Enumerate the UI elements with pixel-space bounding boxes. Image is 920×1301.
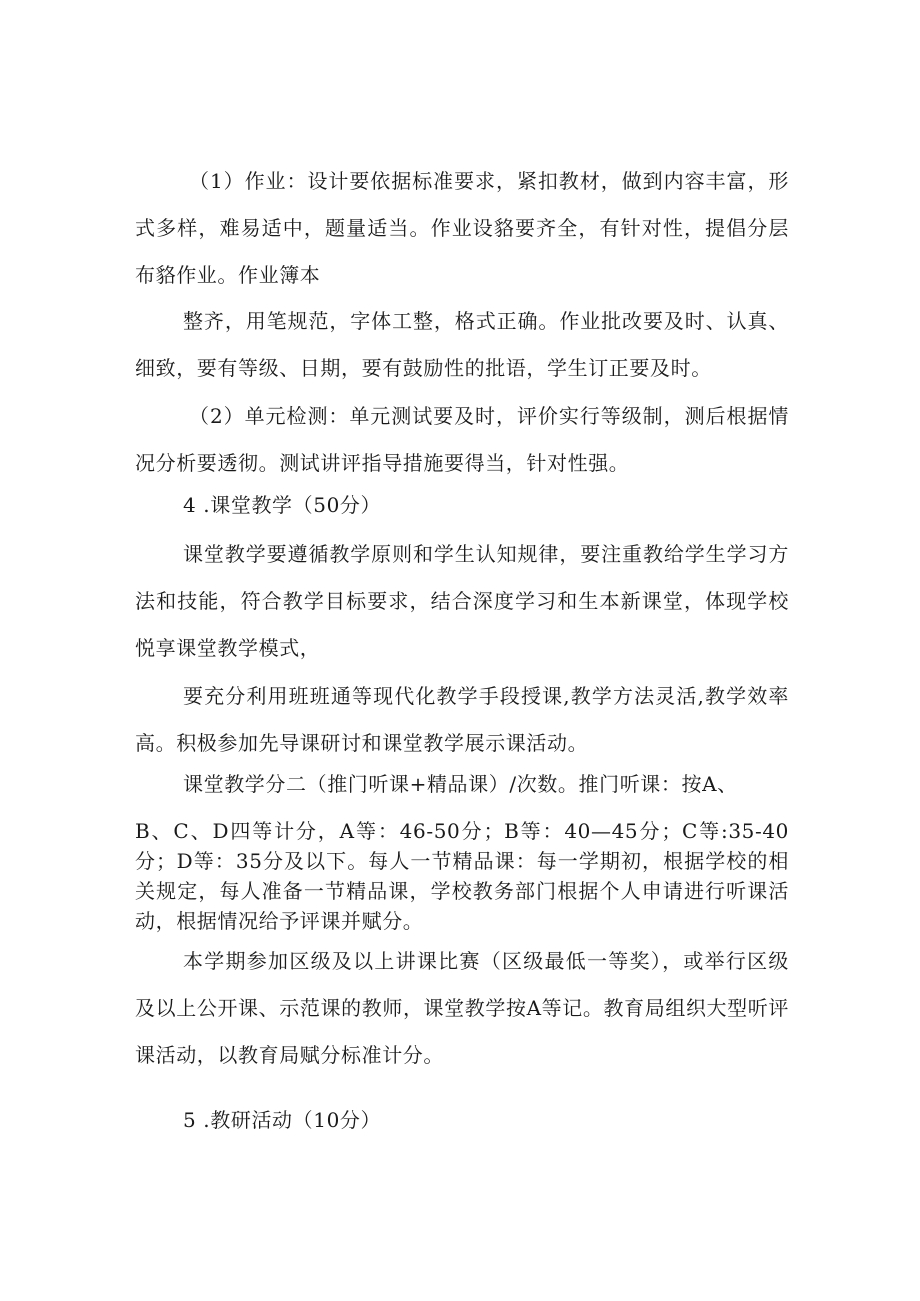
- paragraph-competition: 本学期参加区级及以上讲课比赛（区级最低一等奖），或举行区级及以上公开课、示范课的教师，课堂教学按A等记。教育局组织大型听评课活动，以教育局赋分标准计分。: [135, 949, 789, 1067]
- section-heading-research-activity: 5 .教研活动（10分）: [183, 1108, 382, 1132]
- paragraph-scoring-intro: 课堂教学分二（推门听课+精品课）/次数。推门听课：按A、: [183, 772, 738, 796]
- section-heading-classroom-teaching: 4 .课堂教学（50分）: [183, 493, 382, 517]
- paragraph-homework-continued: 整齐，用笔规范，字体工整，格式正确。作业批改要及时、认真、细致，要有等级、日期，要有鼓励性的批语，学生订正要及时。: [135, 309, 789, 380]
- paragraph-homework: （1）作业：设计要依据标准要求，紧扣教材，做到内容丰富，形式多样，难易适中，题量适当。作业设貉要齐全，有针对性，提倡分层布貉作业。作业簿本: [135, 169, 789, 287]
- paragraph-classroom-principles: 课堂教学要遵循教学原则和学生认知规律，要注重教给学生学习方法和技能，符合教学目标要求，结合深度学习和生本新课堂，体现学校悦享课堂教学模式，: [135, 542, 789, 660]
- paragraph-unit-test: （2）单元检测：单元测试要及时，评价实行等级制，测后根据情况分析要透彻。测试讲评指导措施要得当，针对性强。: [135, 404, 789, 475]
- paragraph-teaching-methods: 要充分利用班班通等现代化教学手段授课,教学方法灵活,教学效率高。积极参加先导课研讨和课堂教学展示课活动。: [135, 684, 789, 755]
- paragraph-scoring-grades: B、C、D四等计分，A等：46-50分；B等：40—45分；C等:35-40分；D等：35分及以下。每人一节精品课：每一学期初，根据学校的相关规定，每人准备一节精品课，学校教务部门根据个人申请进行听课活动，根据情况给予评课并赋分。: [135, 819, 789, 933]
